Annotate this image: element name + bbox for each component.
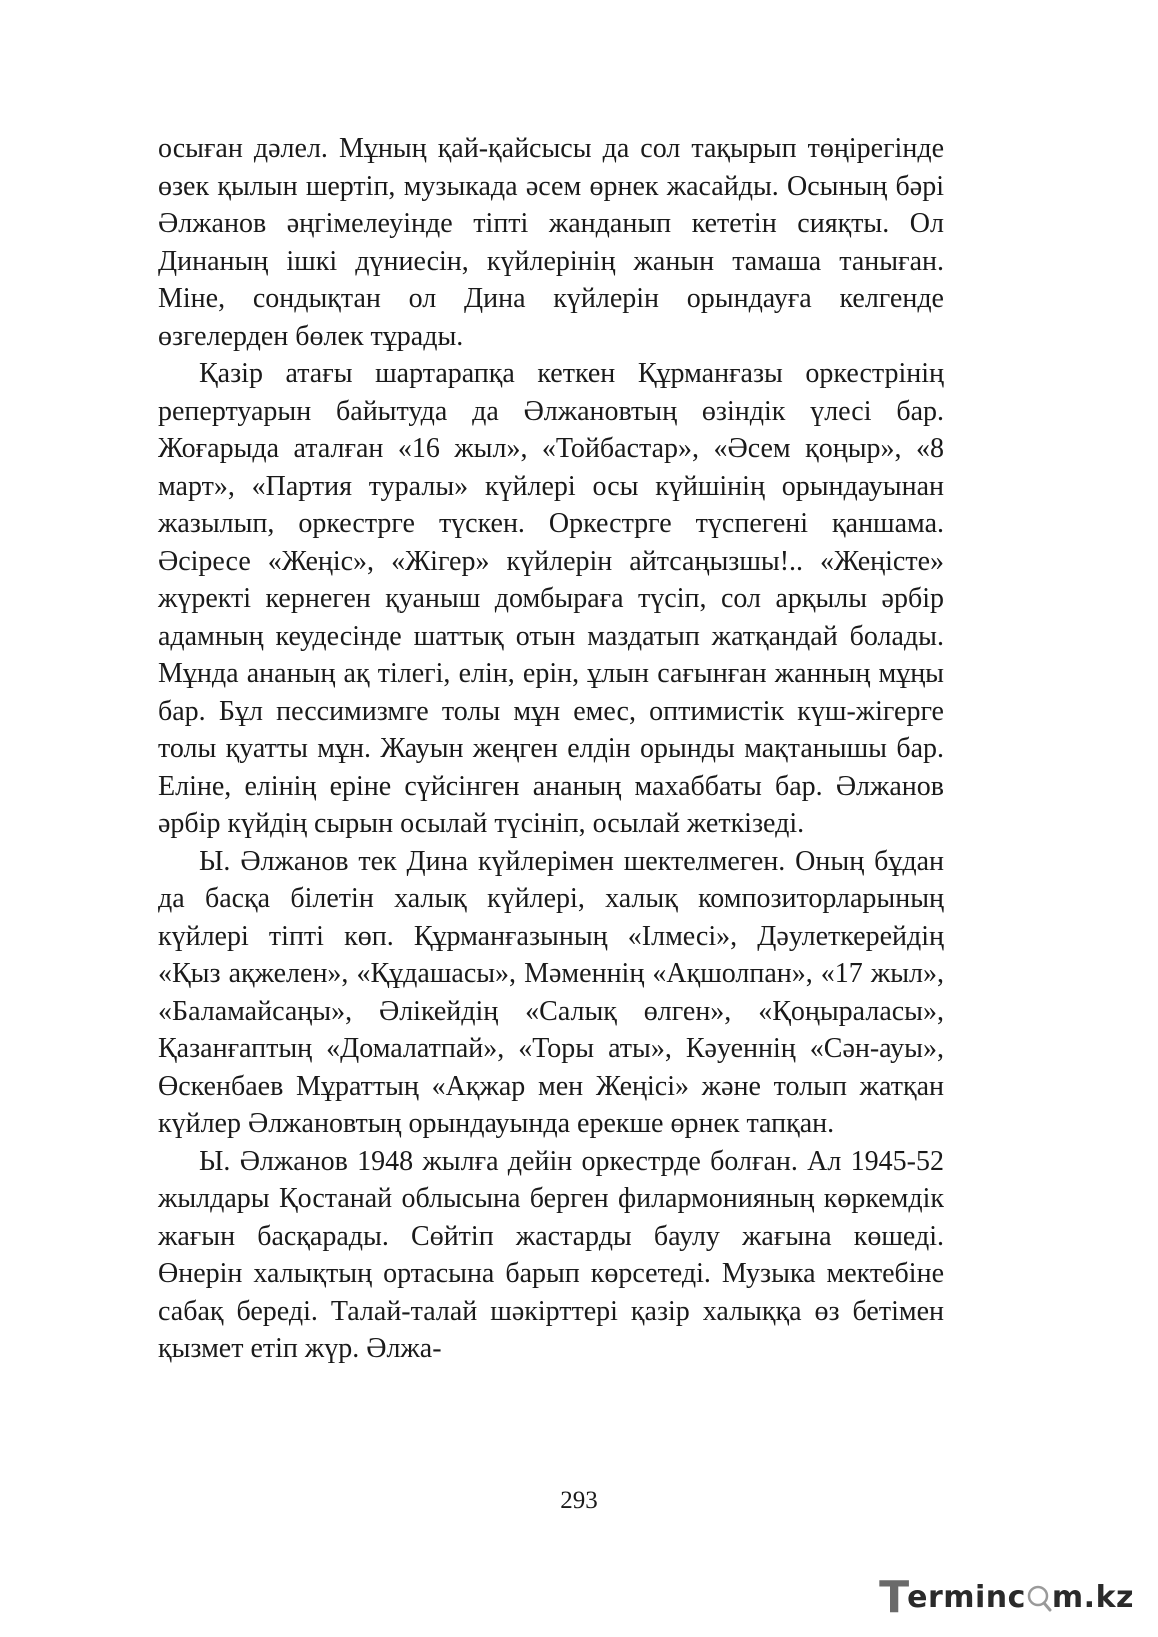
paragraph-1: осыған дәлел. Мұның қай-қайсысы да сол тақырып төңірегінде өзек қылын шертіп, музыкада әсем өрнек жасайды. Осының бәрі Әлжанов әңгімелеуінде тіпті жанданып кететін сияқты. Ол Динаның ішкі дүниесін, күйлерінің жанын тамаша таныған. Міне, сондықтан ол Дина күйлерін орындауға келгенде өзгелерден бөлек тұрады.: [158, 133, 944, 352]
paragraph-2: Қазір атағы шартарапқа кеткен Құрманғазы оркестрінің репертуарын байытуда да Әлжановтың өзіндік үлесі бар. Жоғарыда аталған «16 жыл», «Тойбастар», «Әсем қоңыр», «8 март», «Партия туралы» күйлері осы күйшінің орындауынан жазылып, оркестрге түскен. Оркестрге түспегені қаншама. Әсіресе «Жеңіс», «Жігер» күйлерін айтсаңызшы!.. «Жеңісте» жүректі кернеген қуаныш домбыраға түсіп, сол арқылы әрбір адамның кеудесінде шаттық отын маздатып жатқандай болады. Мұнда ананың ақ тілегі, елін, ерін, ұлын сағынған жанның мұңы бар. Бұл пессимизмге толы мұн емес, оптимистік күш-жігерге толы қуатты мұн. Жауын жеңген елдін орынды мақтанышы бар. Еліне, елінің еріне сүйсінген ананың махаббаты бар. Әлжанов әрбір күйдің сырын осылай түсініп, осылай жеткізеді.: [158, 358, 944, 839]
page-body: [158, 130, 944, 1368]
logo-text-part-1: erminc: [907, 1579, 1026, 1615]
logo-text-part-2: m.kz: [1051, 1579, 1134, 1615]
page-number: 293: [560, 1487, 598, 1514]
logo-t-letter: T: [879, 1571, 910, 1623]
paragraph-4: Ы. Әлжанов 1948 жылға дейін оркестрде болған. Ал 1945-52 жылдары Қостанай облысына берген филармонияның көркемдік жағын басқарады. Сөйтіп жастарды баулу жағына көшеді. Өнерін халықтың ортасына барып көрсетеді. Музыка мектебіне сабақ береді. Талай-талай шәкірттері қазір халыққа өз бетімен қызмет етіп жүр. Әлжа-: [158, 1145, 944, 1364]
termincom-logo: [879, 1567, 1134, 1627]
magnifier-icon: [1026, 1582, 1052, 1612]
paragraph-3: Ы. Әлжанов тек Дина күйлерімен шектелмеген. Оның бұдан да басқа білетін халық күйлері, халық композиторларының күйлері тіпті көп. Құрманғазының «Ілмесі», Дәулеткерейдің «Қыз ақжелен», «Құдашасы», Мәменнің «Ақшолпан», «17 жыл», «Баламайсаңы», Әлікейдің «Салық өлген», «Қоңыраласы», Қазанғаптың «Домалатпай», «Торы аты», Кәуеннің «Сән-ауы», Өскенбаев Мұраттың «Ақжар мен Жеңісі» және толып жатқан күйлер Әлжановтың орындауында ерекше өрнек тапқан.: [158, 845, 944, 1139]
